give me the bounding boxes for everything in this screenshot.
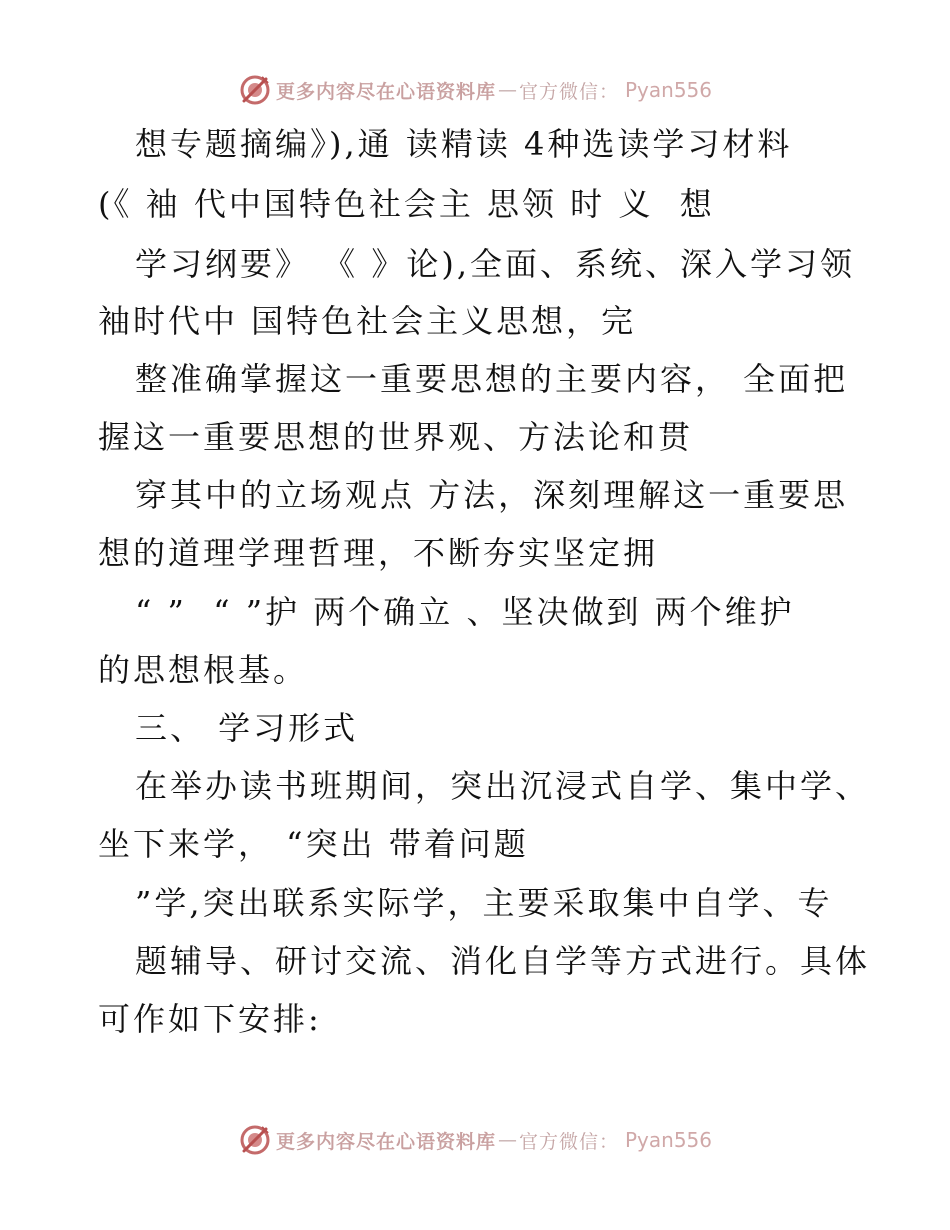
footer-dash: — <box>497 1129 517 1151</box>
body-line-5: 整准确掌握这一重要思想的主要内容， 全面把 <box>135 360 849 398</box>
pen-logo-icon <box>238 73 272 107</box>
body-line-14: ”学,突出联系实际学，主要采取集中自学、专 <box>135 884 833 922</box>
pen-logo-icon <box>238 1123 272 1157</box>
body-line-4: 袖时代中 国特色社会主义思想，完 <box>98 302 637 340</box>
footer-wechat-label: 官方微信： <box>518 1130 619 1153</box>
footer-wechat-id: Pyan556 <box>625 1128 713 1152</box>
section-heading: 三、 学习形式 <box>135 709 359 747</box>
body-line-1: 想专题摘编》),通 读精读 4种选读学习材料 <box>135 125 793 163</box>
header-watermark-banner <box>0 70 950 110</box>
header-wechat-id: Pyan556 <box>625 78 713 102</box>
body-line-13: 坐下来学， “突出 带着问题 <box>98 825 529 863</box>
body-line-3: 学习纲要》 《 》论),全面、系统、深入学习领 <box>135 245 856 283</box>
body-line-15: 题辅导、研讨交流、消化自学等方式进行。具体 <box>135 942 871 980</box>
footer-brand-text: 更多内容尽在心语资料库 <box>275 1130 496 1153</box>
footer-watermark-banner <box>0 1120 950 1160</box>
body-line-2: (《 袖 代中国特色社会主 思领 时 义 想 <box>98 185 715 223</box>
header-brand-text: 更多内容尽在心语资料库 <box>275 80 496 103</box>
body-line-6: 握这一重要思想的世界观、方法论和贯 <box>98 418 694 456</box>
header-wechat-label: 官方微信： <box>518 80 619 103</box>
body-line-12: 在举办读书班期间，突出沉浸式自学、集中学、 <box>135 767 871 805</box>
body-line-10: 的思想根基。 <box>98 651 309 689</box>
body-line-7: 穿其中的立场观点 方法，深刻理解这一重要思 <box>135 476 849 514</box>
body-line-8: 想的道理学理哲理，不断夯实坚定拥 <box>98 534 659 572</box>
body-line-16: 可作如下安排: <box>98 1000 322 1038</box>
header-dash: — <box>497 79 517 101</box>
body-line-9: “ ” “ ”护 两个确立 、坚决做到 两个维护 <box>135 593 795 631</box>
